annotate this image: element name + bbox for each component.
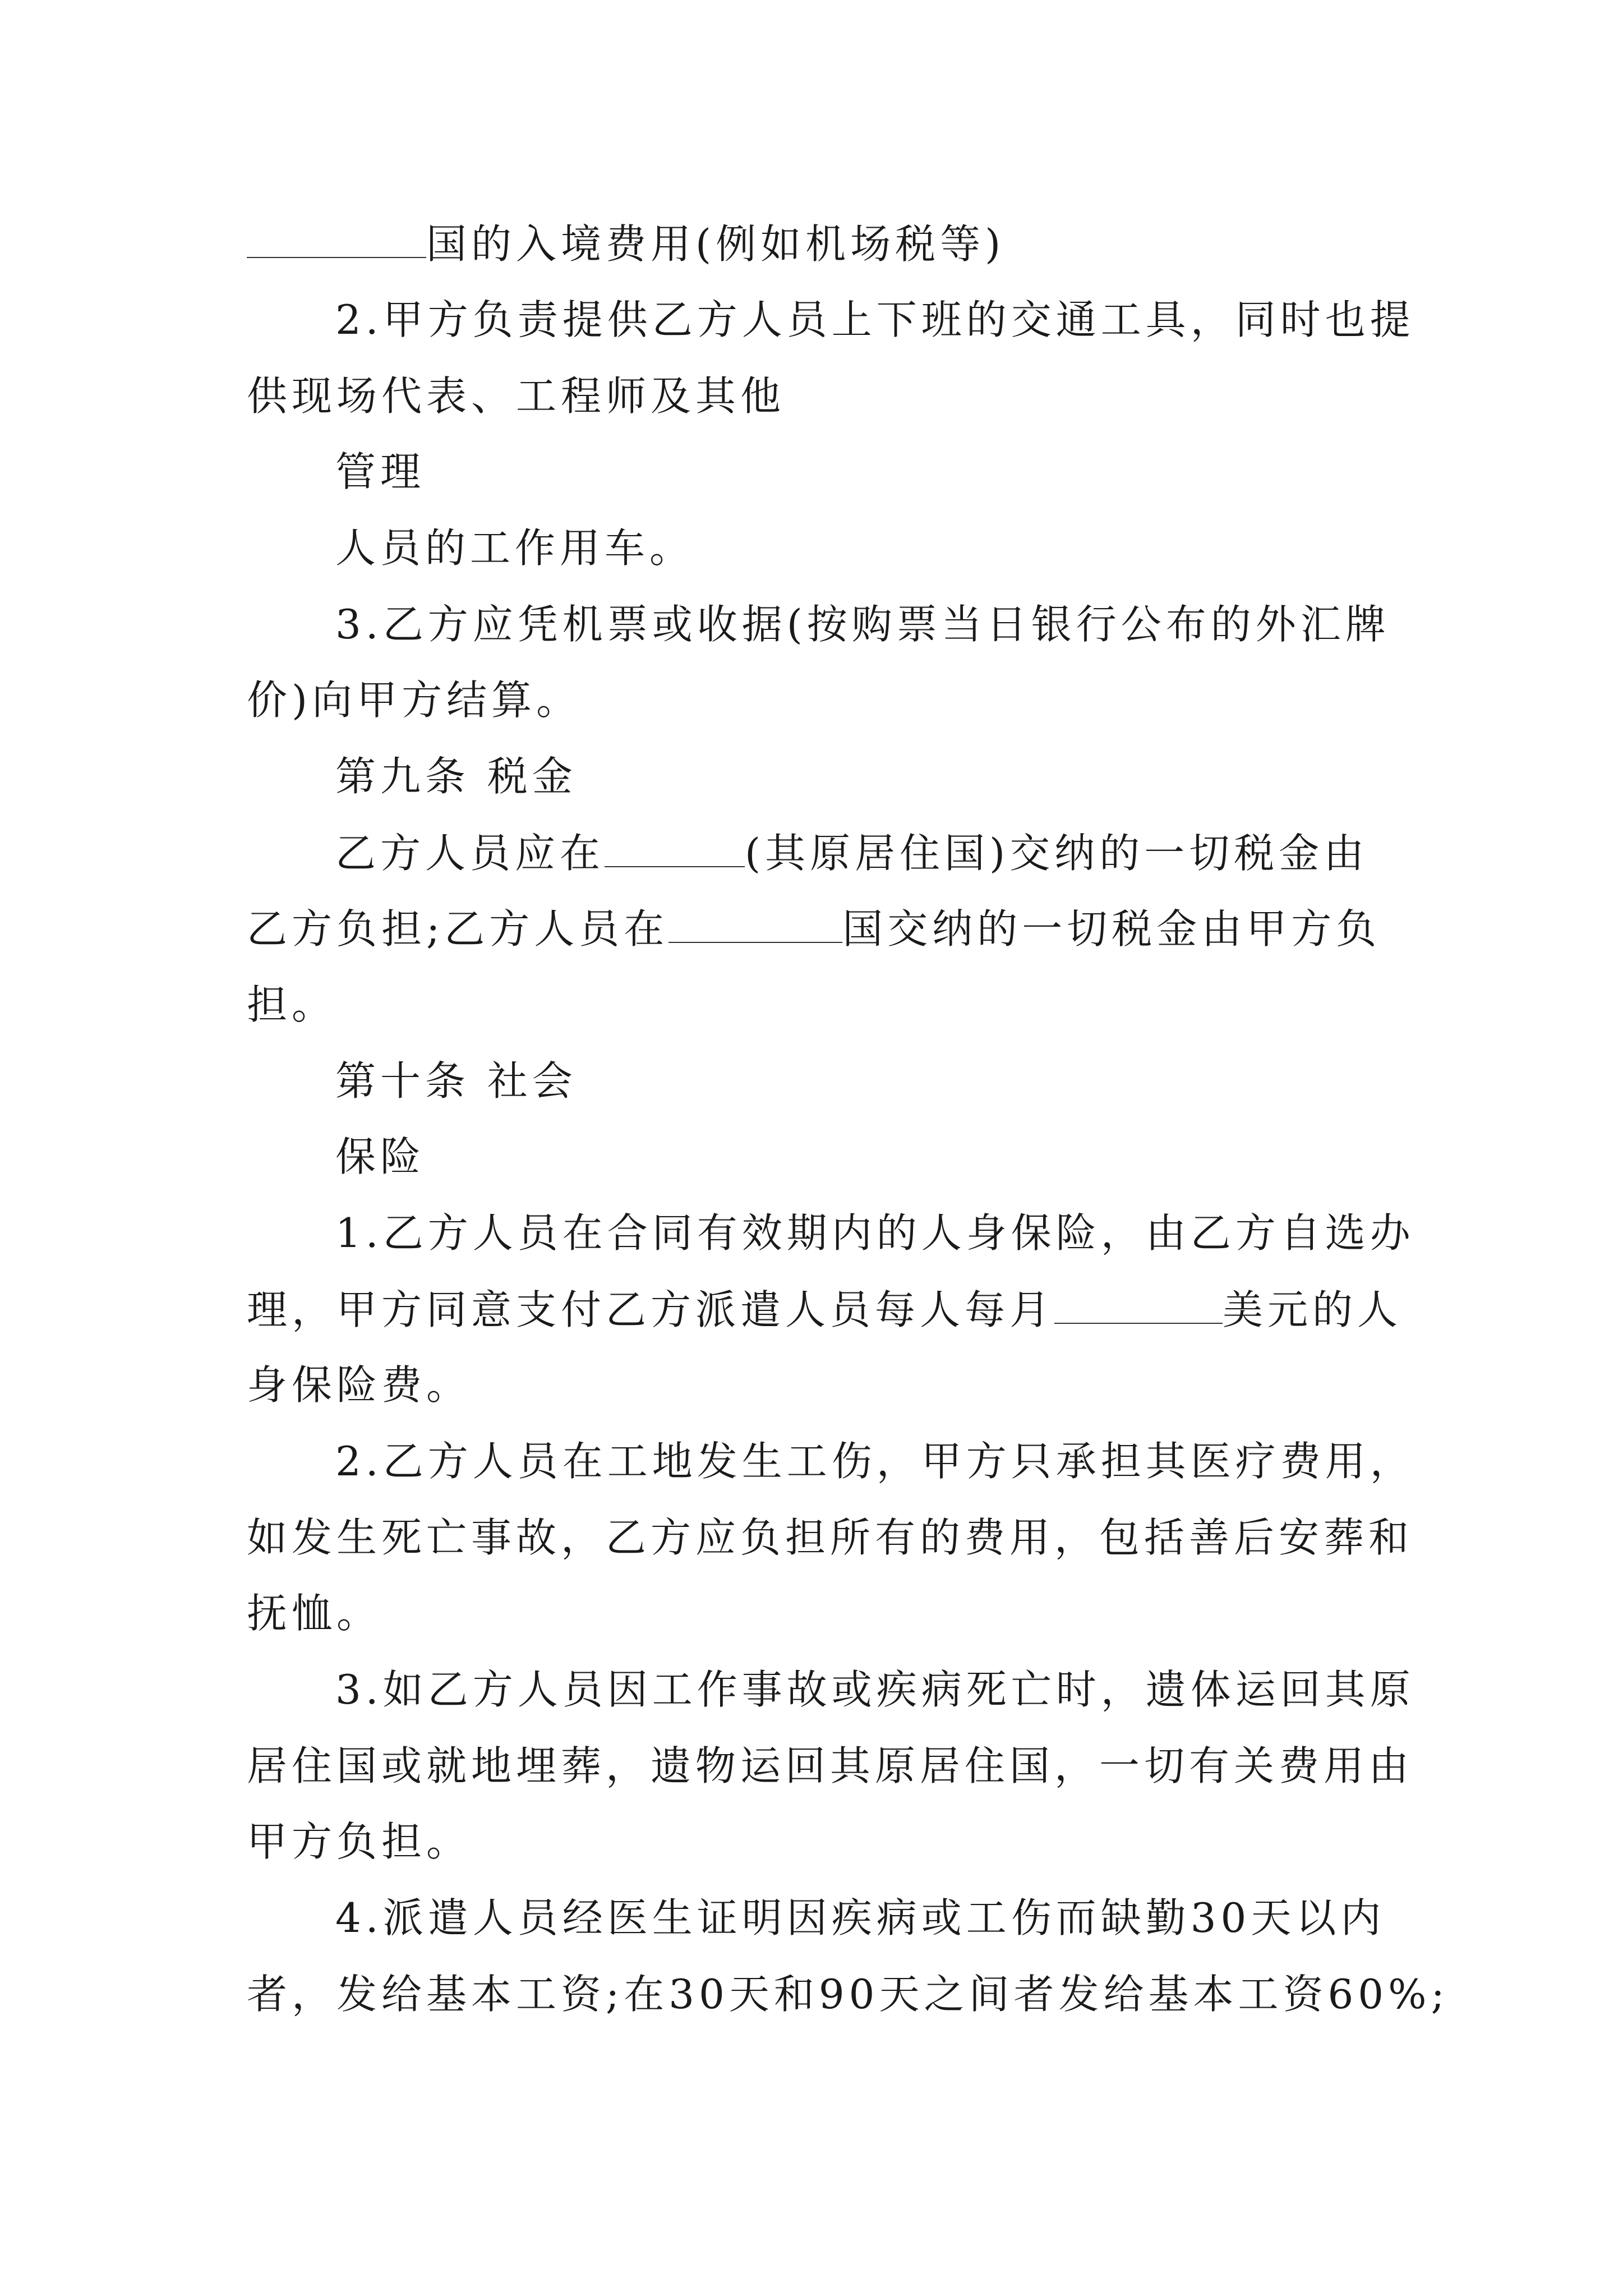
text-line: 2.乙方人员在工地发生工伤，甲方只承担其医疗费用， (335, 1438, 1415, 1485)
line-text: 乙方人员应在 (335, 830, 605, 877)
text-line: 担。 (247, 981, 337, 1028)
text-line: 4.派遣人员经医生证明因疾病或工伤而缺勤30天以内 (335, 1894, 1386, 1941)
text-line: 3.如乙方人员因工作事故或疾病死亡时，遗体运回其原 (335, 1666, 1415, 1713)
section-heading: 第十条 社会 (335, 1057, 577, 1105)
text-line: 抚恤。 (247, 1590, 382, 1637)
text-line: 价)向甲方结算。 (247, 677, 582, 724)
fill-in-blank (668, 908, 842, 943)
text-line: 1.乙方人员在合同有效期内的人身保险，由乙方自选办 (335, 1209, 1415, 1257)
text-line: 2.甲方负责提供乙方人员上下班的交通工具，同时也提 (335, 296, 1415, 343)
fill-in-blank (247, 223, 426, 258)
text-line: 甲方负担。 (247, 1818, 472, 1865)
fill-in-blank (1054, 1289, 1223, 1324)
text-line: 人员的工作用车。 (335, 524, 695, 572)
line-text: 国交纳的一切税金由甲方负 (842, 905, 1381, 953)
text-line (247, 905, 1381, 953)
line-text: 国的入境费用(例如机场税等) (426, 220, 1006, 268)
section-heading: 第九条 税金 (335, 753, 577, 800)
line-text: 理，甲方同意支付乙方派遣人员每人每月 (247, 1286, 1055, 1333)
text-line: 身保险费。 (247, 1361, 472, 1409)
text-line: 管理 (335, 448, 426, 495)
text-line: 供现场代表、工程师及其他 (247, 372, 786, 420)
text-line: 居住国或就地埋葬，遗物运回其原居住国，一切有关费用由 (247, 1742, 1414, 1789)
text-line: 如发生死亡事故，乙方应负担所有的费用，包括善后安葬和 (247, 1514, 1414, 1561)
fill-in-blank (605, 832, 745, 867)
line-text: 美元的人 (1223, 1286, 1403, 1333)
text-line (335, 830, 1369, 877)
text-line: 保险 (335, 1133, 426, 1180)
line-text: 乙方负担;乙方人员在 (247, 905, 669, 953)
text-line (247, 1286, 1403, 1333)
text-line: 3.乙方应凭机票或收据(按购票当日银行公布的外汇牌 (335, 601, 1390, 648)
line-text: (其原居住国)交纳的一切税金由 (745, 830, 1369, 877)
text-line (247, 220, 1006, 268)
text-line: 者，发给基本工资;在30天和90天之间者发给基本工资60%; (247, 1971, 1449, 2018)
